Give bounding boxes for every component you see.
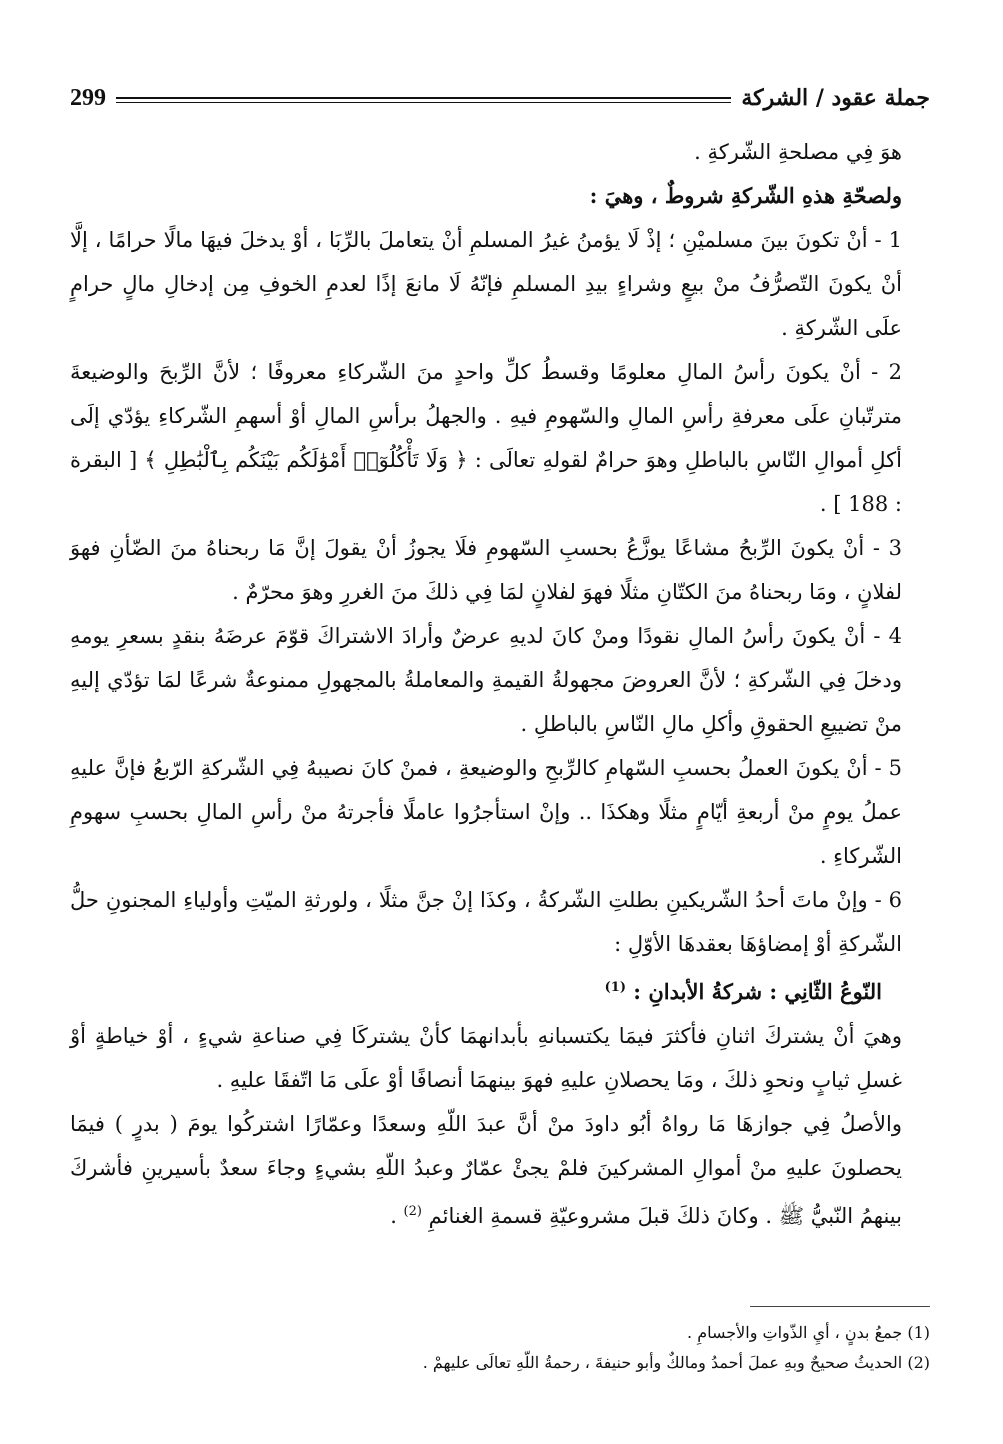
body-text bbox=[70, 130, 930, 1238]
page-number: 299 bbox=[70, 84, 106, 111]
book-page bbox=[70, 80, 930, 1238]
evidence-paragraph: والأصلُ فِي جوازهَا مَا رواهُ أبُو داودَ منْ أنَّ عبدَ اللّهِ وسعدًا وعمّارًا اشتركُوا يومَ ( بدرٍ ) فيمَا يحصلونَ عليهِ منْ أموالِ المشركينَ فلمْ يجئْ عمّارٌ وعبدُ اللّهِ بشيءٍ وجاءَ سعدٌ بأسيرينِ فأشركَ بينهمُ النّبيُّ ﷺ . وكانَ ذلكَ قبلَ مشروعيّةِ قسمةِ الغنائمِ $^{(2)}$ . bbox=[70, 1112, 902, 1228]
evidence-text: والأصلُ فِي جوازهَا مَا رواهُ أبُو داودَ منْ أنَّ عبدَ اللّهِ وسعدًا وعمّارًا اشتركُوا يومَ ( بدرٍ ) فيمَا يحصلونَ عليهِ منْ أموالِ المشركينَ فلمْ يجئْ عمّارٌ وعبدُ اللّهِ بشيءٍ وجاءَ سعدٌ بأسيرينِ فأشركَ بينهمُ النّبيُّ ﷺ . وكانَ ذلكَ قبلَ مشروعيّةِ قسمةِ الغنائمِ bbox=[70, 1112, 902, 1228]
condition-6: 6 - وإنْ ماتَ أحدُ الشّريكينِ بطلتِ الشّركةُ ، وكذَا إنْ جنَّ مثلًا ، ولورثةِ الميّتِ وأولياءِ المجنونِ حلُّ الشّركةِ أوْ إمضاؤهَا بعقدهَا الأوّلِ : bbox=[70, 888, 902, 956]
footnotes bbox=[70, 1318, 930, 1378]
conditions-heading: ولصحّةِ هذهِ الشّركةِ شروطٌ ، وهيَ : bbox=[589, 183, 902, 208]
footnote-ref-1[interactable]: (1) bbox=[604, 980, 626, 995]
condition-4: 4 - أنْ يكونَ رأسُ المالِ نقودًا ومنْ كانَ لديهِ عرضٌ وأرادَ الاشتراكَ قوّمَ عرضَهُ بنقدٍ بسعرِ يومهِ ودخلَ فِي الشّركةِ ؛ لأنَّ العروضَ مجهولةُ القيمةِ والمعاملةُ بالمجهولِ ممنوعةٌ شرعًا لمَا تؤدّي إليهِ منْ تضييعِ الحقوقِ وأكلِ مالِ النّاسِ بالباطلِ . bbox=[70, 624, 902, 736]
paragraph-intro: هوَ فِي مصلحةِ الشّركةِ . bbox=[694, 140, 902, 164]
condition-3: 3 - أنْ يكونَ الرِّبحُ مشاعًا يوزَّعُ بحسبِ السّهومِ فلَا يجوزُ أنْ يقولَ إنَّ مَا ربحناهُ منَ الضّأنِ فهوَ لفلانٍ ، ومَا ربحناهُ منَ الكتّانِ مثلًا فهوَ لفلانٍ لمَا فِي ذلكَ منَ الغررِ وهوَ محرّمٌ . bbox=[70, 536, 902, 604]
section-heading-text: النّوعُ الثّانِي : شركةُ الأبدانِ : bbox=[633, 979, 882, 1004]
footnote-rule bbox=[750, 1306, 930, 1307]
condition-1: 1 - أنْ تكونَ بينَ مسلميْنِ ؛ إذْ لَا يؤمنُ غيرُ المسلمِ أنْ يتعاملَ بالرِّبَا ، أوْ يدخلَ فيهَا مالًا حرامًا ، إلَّا أنْ يكونَ التّصرُّفُ منْ بيعٍ وشراءٍ بيدِ المسلمِ فإنّهُ لَا مانعَ إذًا لعدمِ الخوفِ مِن إدخالِ مالٍ حرامٍ علَى الشّركةِ . bbox=[70, 228, 902, 340]
footnote-2: (2) الحديثُ صحيحٌ وبهِ عملَ أحمدُ ومالكٌ وأبو حنيفةَ ، رحمةُ اللّهِ تعالَى عليهمْ . bbox=[422, 1353, 930, 1372]
header-title: جملة عقود / الشركة bbox=[741, 85, 930, 111]
section-heading bbox=[70, 966, 930, 1014]
condition-2: 2 - أنْ يكونَ رأسُ المالِ معلومًا وقسطُ كلِّ واحدٍ منَ الشّركاءِ معروفًا ؛ لأنَّ الرِّبحَ والوضيعةَ مترتّبانِ علَى معرفةِ رأسِ المالِ والسّهومِ فيهِ . والجهلُ برأسِ المالِ أوْ أسهمِ الشّركاءِ يؤدّي إلَى أكلِ أموالِ النّاسِ بالباطلِ وهوَ حرامٌ لقولهِ تعالَى : ﴿ وَلَا تَأْكُلُوٓا۟ أَمْوَٰلَكُم بَيْنَكُم بِٱلْبَٰطِلِ ﴾ [ البقرة : 188 ] . bbox=[70, 360, 902, 516]
running-header bbox=[70, 80, 930, 116]
header-rule bbox=[116, 97, 731, 103]
definition-paragraph: وهيَ أنْ يشتركَ اثنانِ فأكثرَ فيمَا يكتسبانهِ بأبدانهمَا كأنْ يشتركَا فِي صناعةِ شيءٍ ، أوْ خياطةٍ أوْ غسلِ ثيابٍ ونحوِ ذلكَ ، ومَا يحصلانِ عليهِ فهوَ بينهمَا أنصافًا أوْ علَى مَا اتّفقَا عليهِ . bbox=[70, 1024, 902, 1092]
footnote-ref-2[interactable]: (2) bbox=[403, 1204, 422, 1219]
condition-5: 5 - أنْ يكونَ العملُ بحسبِ السّهامِ كالرِّبحِ والوضيعةِ ، فمنْ كانَ نصيبهُ فِي الشّركةِ الرّبعُ فإنَّ عليهِ عملُ يومٍ منْ أربعةِ أيّامٍ مثلًا وهكذَا .. وإنْ استأجرُوا عاملًا فأجرتهُ منْ رأسِ المالِ بحسبِ سهومِ الشّركاءِ . bbox=[70, 756, 902, 868]
footnote-1: (1) جمعُ بدنٍ ، أيِ الذّواتِ والأجسامِ . bbox=[687, 1323, 930, 1342]
